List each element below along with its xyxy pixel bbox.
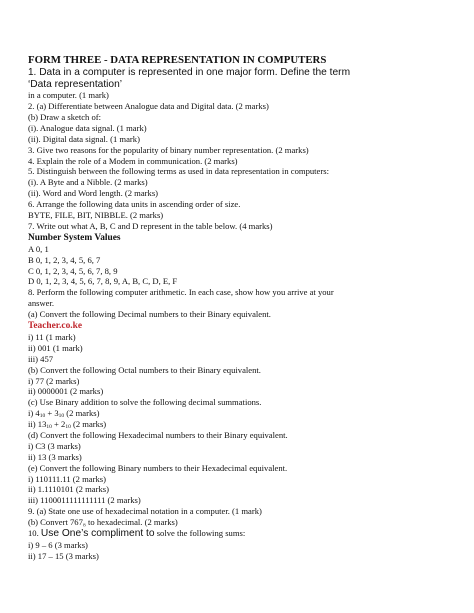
question-2b: (b) Draw a sketch of:	[28, 111, 102, 122]
question-1	[28, 67, 458, 79]
plus-sign: +	[51, 419, 62, 430]
question-8a-ii: ii) 001 (1 mark)	[28, 342, 83, 353]
question-8b-ii: ii) 0000001 (2 marks)	[28, 386, 104, 397]
question-10-bold: Use One’s compliment to	[40, 528, 155, 540]
base-subscript: 10	[46, 424, 52, 431]
question-9a: 9. (a) State one use of hexadecimal notation in a computer. (1 mark)	[28, 506, 262, 517]
question-6: 6. Arrange the following data units in ascending order of size.	[28, 199, 241, 210]
base-subscript: 10	[65, 424, 71, 431]
table-row: C 0, 1, 2, 3, 4, 5, 6, 7, 8, 9	[28, 265, 118, 276]
question-3: 3. Give two reasons for the popularity of binary number representation. (2 marks)	[28, 144, 309, 155]
question-5: 5. Distinguish between the following terms as used in data representation in computers:	[28, 166, 329, 177]
question-8b-i: i) 77 (2 marks)	[28, 375, 80, 386]
table-row: D 0, 1, 2, 3, 4, 5, 6, 7, 8, 9, A, B, C, D, E, F	[28, 276, 178, 287]
question-6-units: BYTE, FILE, BIT, NIBBLE. (2 marks)	[28, 209, 164, 220]
question-10-i: i) 9 – 6 (3 marks)	[28, 539, 88, 550]
document-title: FORM THREE - DATA REPRESENTATION IN COMPUTERS	[28, 54, 327, 66]
watermark-text: Teacher.co.ke	[28, 321, 82, 331]
base-subscript: 10	[58, 413, 65, 420]
marks: (2 marks)	[64, 408, 100, 419]
question-8c: (c) Use Binary addition to solve the following decimal summations.	[28, 397, 262, 408]
question-8d: (d) Convert the following Hexadecimal numbers to their Binary equivalent.	[28, 430, 288, 441]
question-1-term: ‘Data representation’	[28, 78, 123, 90]
operand: 3	[54, 408, 59, 419]
question-8c-i	[28, 408, 458, 419]
question-2b-i: (i). Analogue data signal. (1 mark)	[28, 122, 147, 133]
operand: 4	[35, 408, 40, 419]
question-8d-ii: ii) 13 (3 marks)	[28, 451, 82, 462]
question-10-ii: ii) 17 – 15 (3 marks)	[28, 550, 99, 561]
operand: 2	[61, 419, 66, 430]
question-8a-i: i) 11 (1 mark)	[28, 332, 76, 342]
question-4: 4. Explain the role of a Modem in communication. (2 marks)	[28, 155, 238, 166]
question-8-line-2: answer.	[28, 298, 55, 309]
question-9b: (b) Convert 767₈ to hexadecimal. (2 marks)	[28, 517, 178, 528]
question-1-text: Data in a computer is represented in one major form. Define the term	[39, 67, 351, 78]
question-8-line-1: 8. Perform the following computer arithmetic. In each case, show how you arrive at your	[28, 287, 334, 298]
question-8c-ii	[28, 419, 458, 430]
base-subscript: 10	[39, 413, 46, 420]
question-8e-i: i) 110111.11 (2 marks)	[28, 473, 106, 484]
table-row: B 0, 1, 2, 3, 4, 5, 6, 7	[28, 254, 101, 265]
question-2a: 2. (a) Differentiate between Analogue data and Digital data. (2 marks)	[28, 101, 269, 112]
question-8a: (a) Convert the following Decimal numbers to their Binary equivalent.	[28, 309, 271, 320]
question-8e: (e) Convert the following Binary numbers to their Hexadecimal equivalent.	[28, 462, 288, 473]
question-8e-ii: ii) 1.1110101 (2 marks)	[28, 484, 109, 495]
question-5-ii: (ii). Word and Word length. (2 marks)	[28, 188, 159, 199]
question-8e-iii: iii) 1100011111111111 (2 marks)	[28, 495, 141, 506]
question-7: 7. Write out what A, B, C and D represent in the table below. (4 marks)	[28, 220, 273, 231]
item-prefix: ii)	[28, 419, 38, 430]
question-8d-i: i) C3 (3 marks)	[28, 440, 81, 451]
document-body	[28, 54, 458, 561]
question-10-number: 10.	[28, 528, 39, 539]
question-10	[28, 528, 458, 540]
table-row: A 0, 1	[28, 243, 49, 254]
question-5-i: (i). A Byte and a Nibble. (2 marks)	[28, 177, 148, 188]
question-1-number: 1.	[28, 67, 37, 78]
question-1-tail: in a computer. (1 mark)	[28, 90, 109, 101]
marks: (2 marks)	[70, 419, 107, 430]
plus-sign: +	[45, 408, 55, 419]
question-2b-ii: (ii). Digital data signal. (1 mark)	[28, 133, 140, 144]
item-prefix: i)	[28, 408, 36, 419]
question-8b: (b) Convert the following Octal numbers to their Binary equivalent.	[28, 364, 261, 375]
question-10-rest: solve the following sums:	[156, 528, 246, 539]
operand: 13	[37, 419, 47, 430]
question-8a-iii: iii) 457	[28, 353, 54, 364]
table-heading: Number System Values	[28, 232, 121, 243]
